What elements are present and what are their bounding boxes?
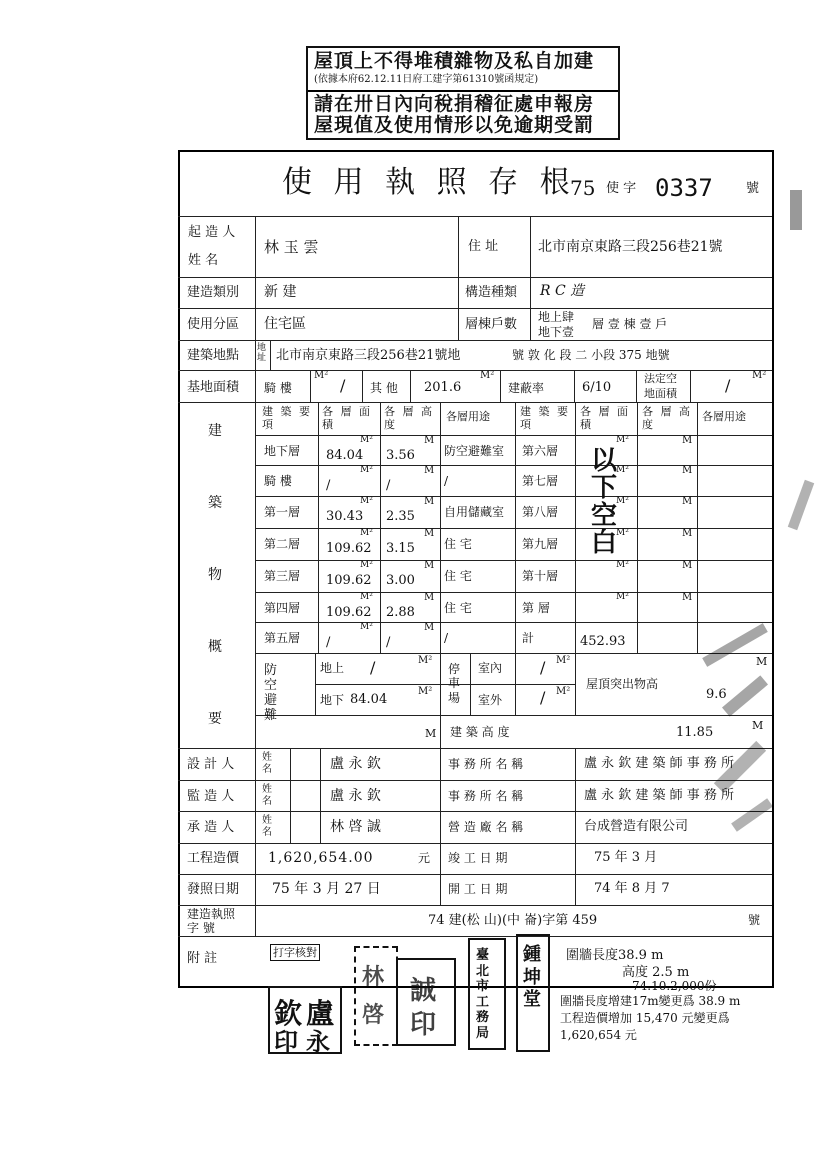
build-type-label: 建造類別 xyxy=(187,285,240,300)
floor-area: 109.62 xyxy=(326,605,372,620)
floor-height: / xyxy=(386,635,391,650)
base-arcade-label: 騎 樓 xyxy=(264,381,292,395)
overview-side-char: 要 xyxy=(208,711,222,727)
floor-height: 3.56 xyxy=(386,448,415,463)
floor-height-unit: M xyxy=(424,435,435,446)
permit-ref-label-a: 建造執照 xyxy=(187,907,236,921)
shelter-label: 防空避難 xyxy=(264,663,288,723)
base-arcade-unit: M² xyxy=(314,370,329,381)
floor-item: 第二層 xyxy=(264,537,301,551)
floor-area-unit: M² xyxy=(360,528,373,538)
floor-use: 住 宅 xyxy=(444,601,472,615)
total-area: 452.93 xyxy=(580,634,626,649)
floor-table-header: 各 層 面 積 xyxy=(322,405,372,432)
floor-height-unit: M xyxy=(424,592,435,603)
floor-area-unit-upper: M² xyxy=(616,496,629,506)
floor-item: 騎 樓 xyxy=(264,474,292,488)
floor-height-unit-upper: M xyxy=(682,496,693,507)
floor-table-header: 各層用途 xyxy=(702,410,746,423)
site-label: 建築地點 xyxy=(187,348,240,363)
overview-side-char: 物 xyxy=(208,567,222,583)
notice-line-1: 屋頂上不得堆積雜物及私自加建 xyxy=(314,50,595,72)
permit-suffix: 號 xyxy=(746,181,760,196)
completion-date: 75 年 3 月 xyxy=(594,850,658,865)
owner-label-b: 姓 名 xyxy=(188,253,219,268)
floor-item-upper: 第九層 xyxy=(522,537,559,551)
floor-height-unit: M xyxy=(424,560,435,571)
floor-height-unit-upper: M xyxy=(682,435,693,446)
floors-down: 地下壹 xyxy=(538,325,575,339)
structure: R C 造 xyxy=(540,283,585,299)
issue-date: 75 年 3 月 27 日 xyxy=(272,881,381,897)
owner-label-a: 起 造 人 xyxy=(188,225,236,240)
floor-item: 第一層 xyxy=(264,505,301,519)
floor-item-upper: 第八層 xyxy=(522,505,559,519)
note-3: 74.10.2,000份 xyxy=(632,979,717,993)
designer-label: 設 計 人 xyxy=(187,757,235,772)
note-6: 1,620,654 元 xyxy=(560,1028,637,1042)
floor-item-upper: 第六層 xyxy=(522,444,559,458)
parking-indoor: 室內 xyxy=(478,661,503,675)
permit-year: 75 xyxy=(570,176,596,200)
note-4: 圍牆長度增建17m變更爲 38.9 m xyxy=(560,994,741,1008)
contractor-name-tag: 姓名 xyxy=(262,815,272,838)
roof-unit: M xyxy=(756,655,768,668)
floor-height-unit-upper: M xyxy=(682,528,693,539)
owner-name: 林 玉 雲 xyxy=(264,238,319,256)
floor-area-unit: M² xyxy=(360,560,373,570)
zone: 住宅區 xyxy=(264,316,306,332)
verify-stamp: 打字核對 xyxy=(270,944,320,961)
floor-height-unit: M xyxy=(424,496,435,507)
shelter-down: 地下 xyxy=(320,693,345,707)
floor-area-unit: M² xyxy=(360,622,373,632)
roof-label: 屋頂突出物高 xyxy=(586,677,659,691)
floors-tail: 層 壹 棟 壹 戶 xyxy=(592,317,668,331)
zone-label: 使用分區 xyxy=(187,317,240,332)
permit-ref-suffix: 號 xyxy=(748,913,761,927)
floor-table-header: 各層用途 xyxy=(446,410,490,423)
base-label: 基地面積 xyxy=(187,380,240,395)
note-5: 工程造價增加 15,470 元變更爲 xyxy=(560,1011,730,1025)
overview-side-char: 概 xyxy=(208,639,222,655)
floor-table-header: 建 築 要 項 xyxy=(520,405,570,432)
designer-office: 盧 永 欽 建 築 師 事 務 所 xyxy=(584,756,735,771)
notice-line-4: 屋現值及使用情形以免逾期受罰 xyxy=(314,114,595,136)
supervisor-office-label: 事 務 所 名 稱 xyxy=(448,789,524,803)
floor-table-header: 各 層 面 積 xyxy=(580,405,630,432)
floor-item-upper: 第 層 xyxy=(522,601,550,615)
floor-height-unit-upper: M xyxy=(682,560,693,571)
owner-address-label: 住 址 xyxy=(468,239,499,254)
notice-line-2: (依據本府62.12.11日府工建字第61310號函規定) xyxy=(314,74,539,85)
overview-side-char: 築 xyxy=(208,495,222,511)
legal-open-label-b: 地面積 xyxy=(644,387,677,400)
floor-item-upper: 計 xyxy=(522,631,535,645)
floor-area: / xyxy=(326,635,331,650)
supervisor-name-tag: 姓名 xyxy=(262,784,272,807)
floor-area-unit: M² xyxy=(360,592,373,602)
floor-height: 2.35 xyxy=(386,509,415,524)
completion-label: 竣 工 日 期 xyxy=(448,851,508,865)
site-sub-label: 地址 xyxy=(257,343,267,363)
floor-use: / xyxy=(444,631,449,645)
floor-height-unit: M xyxy=(424,465,435,476)
designer-name-tag: 姓名 xyxy=(262,752,272,775)
floors-label: 層棟戶數 xyxy=(465,317,518,332)
floor-area: / xyxy=(326,478,331,493)
build-type: 新 建 xyxy=(264,284,297,300)
permit-ref-label-b: 字 號 xyxy=(187,921,215,935)
floor-height-unit: M xyxy=(424,528,435,539)
floor-area: 30.43 xyxy=(326,509,364,524)
floor-area: 109.62 xyxy=(326,573,372,588)
floor-area-unit-upper: M² xyxy=(616,592,629,602)
legal-open-unit: M² xyxy=(752,370,767,381)
cost-unit: 元 xyxy=(418,851,431,865)
ratio: 6/10 xyxy=(582,380,612,395)
seal-zhong: 鍾坤堂 xyxy=(516,934,550,1052)
notice-stamp xyxy=(306,46,620,140)
seal-chen: 誠 印 xyxy=(396,958,456,1046)
base-other: 201.6 xyxy=(424,380,462,395)
floor-use: 住 宅 xyxy=(444,569,472,583)
designer-office-label: 事 務 所 名 稱 xyxy=(448,757,524,771)
designer-name: 盧 永 欽 xyxy=(330,756,381,772)
floor-area: 84.04 xyxy=(326,448,364,463)
permit-ref: 74 建(松 山)(中 崙)字第 459 xyxy=(428,913,598,928)
shelter-up-unit: M² xyxy=(418,655,433,666)
floor-height-unit: M xyxy=(424,622,435,633)
seal-middle: 林 啓 xyxy=(354,946,398,1046)
floor-area-unit-upper: M² xyxy=(616,560,629,570)
floor-item-upper: 第十層 xyxy=(522,569,559,583)
shelter-down-unit: M² xyxy=(418,686,433,697)
legal-open-label-a: 法定空 xyxy=(644,372,677,385)
supervisor-name: 盧 永 欽 xyxy=(330,788,381,804)
building-height: 11.85 xyxy=(676,725,714,740)
base-other-unit: M² xyxy=(480,370,495,381)
permit-number: 0337 xyxy=(655,174,713,202)
floor-height: 2.88 xyxy=(386,605,415,620)
floor-item: 第五層 xyxy=(264,631,301,645)
floors-up: 地上肆 xyxy=(538,310,575,324)
firm-label: 營 造 廠 名 稱 xyxy=(448,820,524,834)
start-label: 開 工 日 期 xyxy=(448,882,508,896)
ratio-label: 建蔽率 xyxy=(508,381,545,395)
structure-label: 構造種類 xyxy=(465,285,518,300)
floor-use: 自用儲藏室 xyxy=(444,505,505,519)
supervisor-label: 監 造 人 xyxy=(187,789,235,804)
floor-item: 地下層 xyxy=(264,444,301,458)
note-1: 圍牆長度38.9 m xyxy=(566,948,664,963)
floor-table-header: 各 層 高 度 xyxy=(642,405,692,432)
contractor-label: 承 造 人 xyxy=(187,820,235,835)
roof-value: 9.6 xyxy=(706,687,727,702)
form-title: 使 用 執 照 存 根 xyxy=(282,165,576,200)
parking-outdoor-unit: M² xyxy=(556,686,571,697)
shelter-down-value: 84.04 xyxy=(350,692,388,707)
floor-area-unit: M² xyxy=(360,496,373,506)
shelter-up: 地上 xyxy=(320,661,345,675)
floor-table-header: 各 層 高 度 xyxy=(384,405,434,432)
floor-height-unit-upper: M xyxy=(682,592,693,603)
cost-value: 1,620,654.00 xyxy=(268,850,374,866)
floor-item: 第三層 xyxy=(264,569,301,583)
permit-prefix: 使 字 xyxy=(606,181,637,196)
cost-label: 工程造價 xyxy=(187,851,240,866)
floor-use: / xyxy=(444,474,449,488)
height-left-unit: M xyxy=(425,727,437,740)
site-address: 北市南京東路三段256巷21號地 xyxy=(276,348,461,363)
floor-area-unit-upper: M² xyxy=(616,435,629,445)
building-height-label: 建 築 高 度 xyxy=(450,725,510,739)
contractor-name: 林 啓 誠 xyxy=(330,819,381,835)
floor-item-upper: 第七層 xyxy=(522,474,559,488)
supervisor-office: 盧 永 欽 建 築 師 事 務 所 xyxy=(584,788,735,803)
parking-outdoor: 室外 xyxy=(478,693,503,707)
floor-item: 第四層 xyxy=(264,601,301,615)
floor-use: 住 宅 xyxy=(444,537,472,551)
owner-address: 北市南京東路三段256巷21號 xyxy=(538,239,723,255)
seal-official: 臺北市工務局 xyxy=(468,938,506,1050)
floor-area-unit: M² xyxy=(360,465,373,475)
floor-height: 3.15 xyxy=(386,541,415,556)
floor-use: 防空避難室 xyxy=(444,444,505,458)
building-height-unit: M xyxy=(752,719,764,732)
floor-height-unit-upper: M xyxy=(682,465,693,476)
start-date: 74 年 8 月 7 xyxy=(594,881,670,896)
floor-area-unit-upper: M² xyxy=(616,528,629,538)
note-2: 高度 2.5 m xyxy=(622,965,690,980)
blank-note: 以下空白 xyxy=(590,446,617,558)
floor-area-unit: M² xyxy=(360,435,373,445)
parking-label: 停車場 xyxy=(448,662,461,705)
notice-line-3: 請在卅日內向稅捐稽征處申報房 xyxy=(314,93,595,115)
floor-height: / xyxy=(386,478,391,493)
issue-label: 發照日期 xyxy=(187,882,240,897)
notes-label: 附 註 xyxy=(187,951,218,966)
seal-lu-qin: 欽 盧 印 永 xyxy=(268,986,342,1054)
parking-indoor-unit: M² xyxy=(556,655,571,666)
floor-table-header: 建 築 要 項 xyxy=(262,405,312,432)
overview-side-char: 建 xyxy=(208,423,222,439)
base-other-label: 其 他 xyxy=(370,381,398,395)
floor-area: 109.62 xyxy=(326,541,372,556)
firm-name: 台成營造有限公司 xyxy=(584,819,689,834)
site-parcel: 號 敦 化 段 二 小段 375 地號 xyxy=(512,348,670,362)
floor-area-unit-upper: M² xyxy=(616,465,629,475)
floor-height: 3.00 xyxy=(386,573,415,588)
